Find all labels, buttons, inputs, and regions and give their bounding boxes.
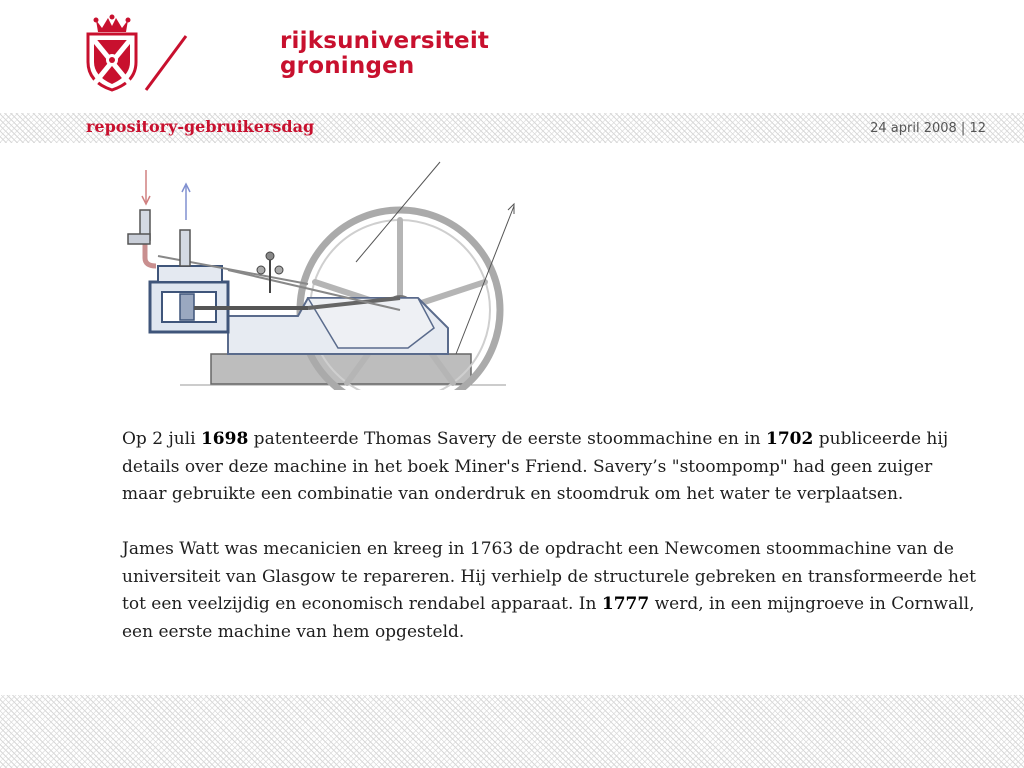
steam-engine-figure [118,158,528,390]
paragraph-savery [122,426,982,509]
year-1698: 1698 [200,429,249,449]
slide-date-page: 24 april 2008 | 12 [870,121,986,136]
body-text [122,426,982,674]
university-crest-icon [82,14,142,92]
year-1702: 1702 [766,429,814,449]
logo-line-2: groningen [280,53,415,79]
slide-title: repository-gebruikersdag [86,117,315,136]
paragraph-watt [122,536,982,646]
p2-text-b: werd, in een mijngroeve in Cornwall, een eerste machine van hem opgesteld. [122,594,975,642]
year-1777: 1777 [601,594,650,614]
steam-engine-illustration [118,158,528,390]
p1-text-c: publiceerde hij details over deze machine in het boek Miner's Friend. Savery’s "stoompomp" had geen zuiger maar gebruikte een combinatie van onderdruk en stoomdruk om het water te verplaatsen. [122,429,949,504]
p1-text-a: Op 2 juli [122,429,201,449]
logo-slash-icon [142,14,202,94]
footer-band [0,695,1024,768]
logo-line-1: rijksuniversiteit [280,28,490,54]
university-logo[interactable] [80,14,490,94]
p1-text-b: patenteerde Thomas Savery de eerste stoommachine en in [248,429,766,449]
p2-text-a: James Watt was mecanicien en kreeg in 1763 de opdracht een Newcomen stoommachine van de universiteit van Glasgow te repareren. Hij verhielp de structurele gebreken en transformeerde het tot een veelzijdig en economisch rendabel apparaat. In [122,539,976,614]
